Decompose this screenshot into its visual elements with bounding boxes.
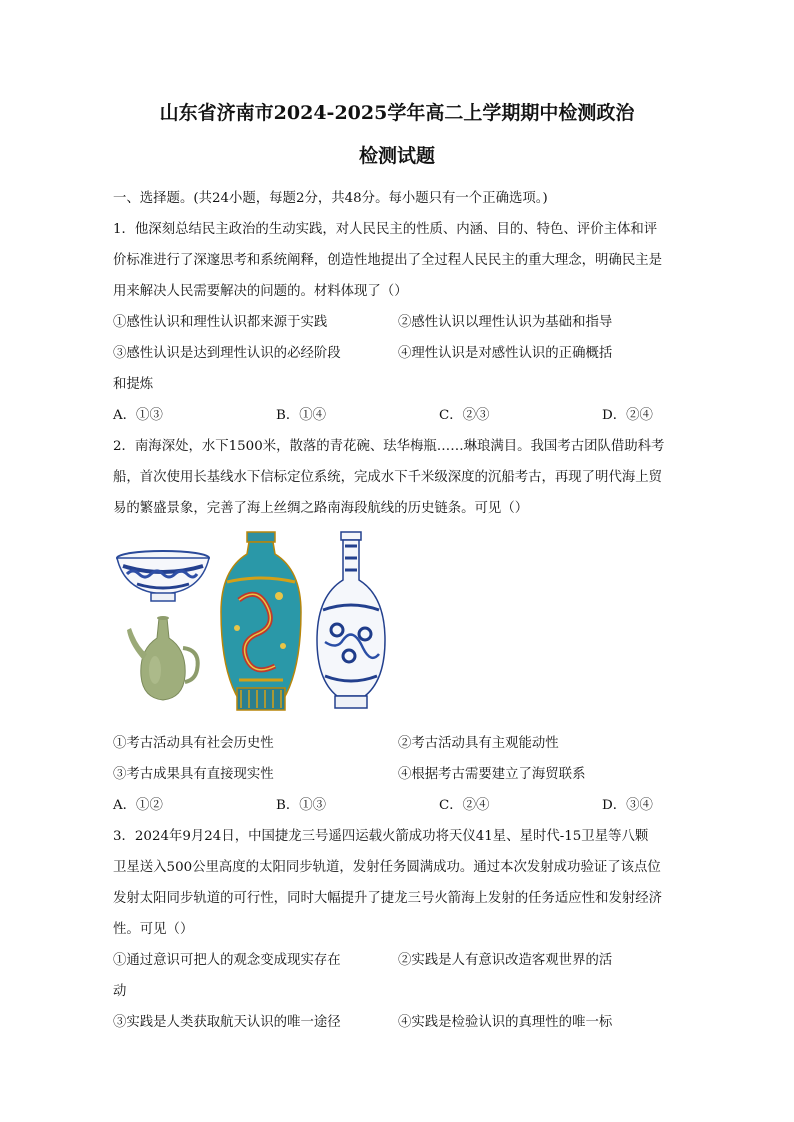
statement-1: ①感性认识和理性认识都来源于实践	[113, 315, 328, 330]
question-3	[113, 821, 683, 1038]
choice-b: B．①③	[276, 798, 327, 813]
statement-2-continued: 动	[113, 984, 127, 999]
question-text-line: 价标准进行了深邃思考和系统阐释，创造性地提出了全过程人民民主的重大理念，明确民主是	[113, 253, 663, 268]
option-row	[113, 307, 683, 338]
option-row	[113, 728, 683, 759]
option-row	[113, 1007, 683, 1038]
option-row	[113, 945, 683, 976]
question-1	[113, 214, 683, 431]
choice-a: A．①③	[113, 408, 163, 423]
page-title: 山东省济南市2024-2025学年高二上学期期中检测政治	[159, 102, 635, 124]
choice-c: C．②③	[439, 408, 490, 423]
question-text-line: 1．他深刻总结民主政治的生动实践，对人民民主的性质、内涵、目的、特色、评价主体和评	[113, 222, 658, 237]
choice-b: B．①④	[276, 408, 327, 423]
statement-3: ③感性认识是达到理性认识的必经阶段	[113, 346, 341, 361]
statement-4: ④实践是检验认识的真理性的唯一标	[398, 1015, 613, 1030]
statement-4-continued: 和提炼	[113, 377, 154, 392]
blue-white-bowl-image	[115, 548, 211, 606]
question-text-line: 性。可见（）	[113, 922, 194, 937]
option-row	[113, 338, 683, 369]
statement-4: ④理性认识是对感性认识的正确概括	[398, 346, 613, 361]
option-row	[113, 759, 683, 790]
question-body	[113, 183, 683, 1038]
choice-a: A．①②	[113, 798, 163, 813]
choice-c: C．②④	[439, 798, 490, 813]
statement-2: ②感性认识以理性认识为基础和指导	[398, 315, 613, 330]
question-text-line: 发射太阳同步轨道的可行性，同时大幅提升了捷龙三号火箭海上发射的任务适应性和发射经济	[113, 891, 663, 906]
porcelain-figure	[113, 530, 683, 718]
page-subtitle: 检测试题	[358, 145, 435, 167]
statement-4: ④根据考古需要建立了海贸联系	[398, 767, 586, 782]
blue-white-vase-image	[313, 530, 389, 714]
choice-d: D．②④	[602, 408, 653, 423]
question-text-line: 2．南海深处，水下1500米，散落的青花碗、珐华梅瓶……琳琅满目。我国考古团队借助科考	[113, 439, 665, 454]
question-text-line: 易的繁盛景象，完善了海上丝绸之路南海段航线的历史链条。可见（）	[113, 501, 529, 516]
question-text-line: 用来解决人民需要解决的问题的。材料体现了（）	[113, 284, 408, 299]
choice-d: D．③④	[602, 798, 653, 813]
statement-3: ③实践是人类获取航天认识的唯一途径	[113, 1015, 341, 1030]
statement-1: ①考古活动具有社会历史性	[113, 736, 274, 751]
celadon-ewer-image	[125, 614, 203, 704]
section-heading: 一、选择题。(共24小题，每题2分，共48分。每小题只有一个正确选项。)	[113, 191, 548, 206]
statement-1: ①通过意识可把人的观念变成现实存在	[113, 953, 341, 968]
statement-3: ③考古成果具有直接现实性	[113, 767, 274, 782]
statement-2: ②考古活动具有主观能动性	[398, 736, 559, 751]
answer-choices	[113, 790, 683, 821]
question-text-line: 船，首次使用长基线水下信标定位系统，完成水下千米级深度的沉船考古，再现了明代海上贸	[113, 470, 663, 485]
question-text-line: 3．2024年9月24日，中国捷龙三号遥四运载火箭成功将天仪41星、星时代-15卫星等八颗	[113, 829, 649, 844]
question-2	[113, 431, 683, 821]
question-text-line: 卫星送入500公里高度的太阳同步轨道，发射任务圆满成功。通过本次发射成功验证了该点位	[113, 860, 661, 875]
cloisonne-dragon-vase-image	[217, 530, 305, 714]
answer-choices	[113, 400, 683, 431]
statement-2: ②实践是人有意识改造客观世界的活	[398, 953, 613, 968]
